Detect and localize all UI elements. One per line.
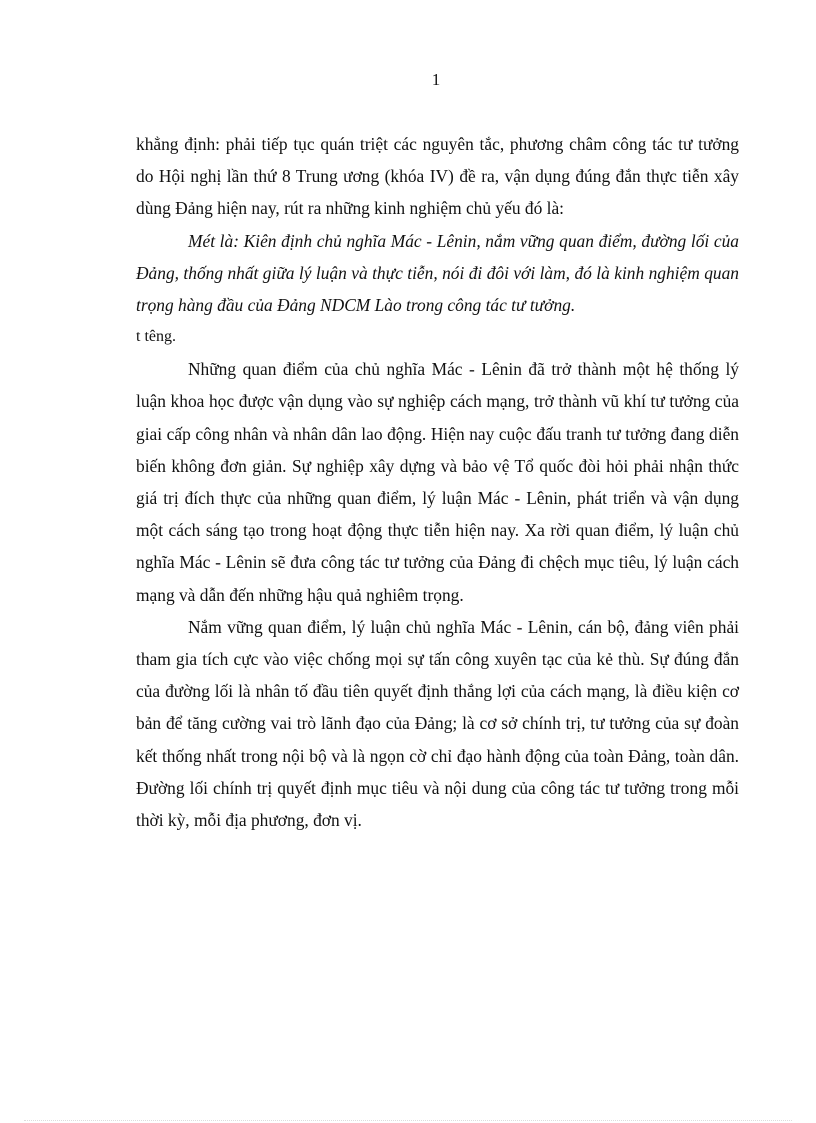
paragraph-party-line: Nắm vững quan điểm, lý luận chủ nghĩa Mác - Lênin, cán bộ, đảng viên phải tham gia tích cực vào việc chống mọi sự tấn công xuyên tạc của kẻ thù. Sự đúng đắn của đường lối là nhân tố đầu tiên quyết định thắng lợi của cách mạng, là điều kiện cơ bản để tăng cường vai trò lãnh đạo của Đảng; là cơ sở chính trị, tư tưởng của sự đoàn kết thống nhất trong nội bộ và là ngọn cờ chỉ đạo hành động của toàn Đảng, toàn dân. Đường lối chính trị quyết định mục tiêu và nội dung của công tác tư tưởng trong mỗi thời kỳ, mỗi địa phương, đơn vị.	[136, 616, 739, 831]
paragraph-marxism-leninism: Những quan điểm của chủ nghĩa Mác - Lênin đã trở thành một hệ thống lý luận khoa học được vận dụng vào sự nghiệp cách mạng, trở thành vũ khí tư tưởng của giai cấp công nhân và nhân dân lao động. Hiện nay cuộc đấu tranh tư tưởng đang diễn biến không đơn giản. Sự nghiệp xây dựng và bảo vệ Tổ quốc đòi hỏi phải nhận thức giá trị đích thực của những quan điểm, lý luận Mác - Lênin, phát triển và vận dụng một cách sáng tạo trong hoạt động thực tiễn hiện nay. Xa rời quan điểm, lý luận chủ nghĩa Mác - Lênin sẽ đưa công tác tư tưởng của Đảng đi chệch mục tiêu, lý luận cách mạng và dẫn đến những hậu quả nghiêm trọng.	[136, 359, 739, 605]
paragraph-intro-continuation: khẳng định: phải tiếp tục quán triệt các nguyên tắc, phương châm công tác tư tưởng do Hội nghị lần thứ 8 Trung ương (khóa IV) đề ra, vận dụng đúng đắn thực tiễn xây dùng Đảng hiện nay, rút ra những kinh nghiệm chủ yếu đó là:	[136, 134, 739, 219]
page-number: 1	[431, 70, 441, 89]
page-bottom-divider	[24, 1120, 792, 1121]
paragraph-fragment: t têng.	[136, 328, 176, 346]
paragraph-lesson-one: Mét là: Kiên định chủ nghĩa Mác - Lênin, nắm vững quan điểm, đường lối của Đảng, thống nhất giữa lý luận và thực tiễn, nói đi đôi với làm, đó là kinh nghiệm quan trọng hàng đầu của Đảng NDCM Lào trong công tác tư tưởng.	[136, 230, 739, 316]
document-body	[136, 128, 739, 836]
